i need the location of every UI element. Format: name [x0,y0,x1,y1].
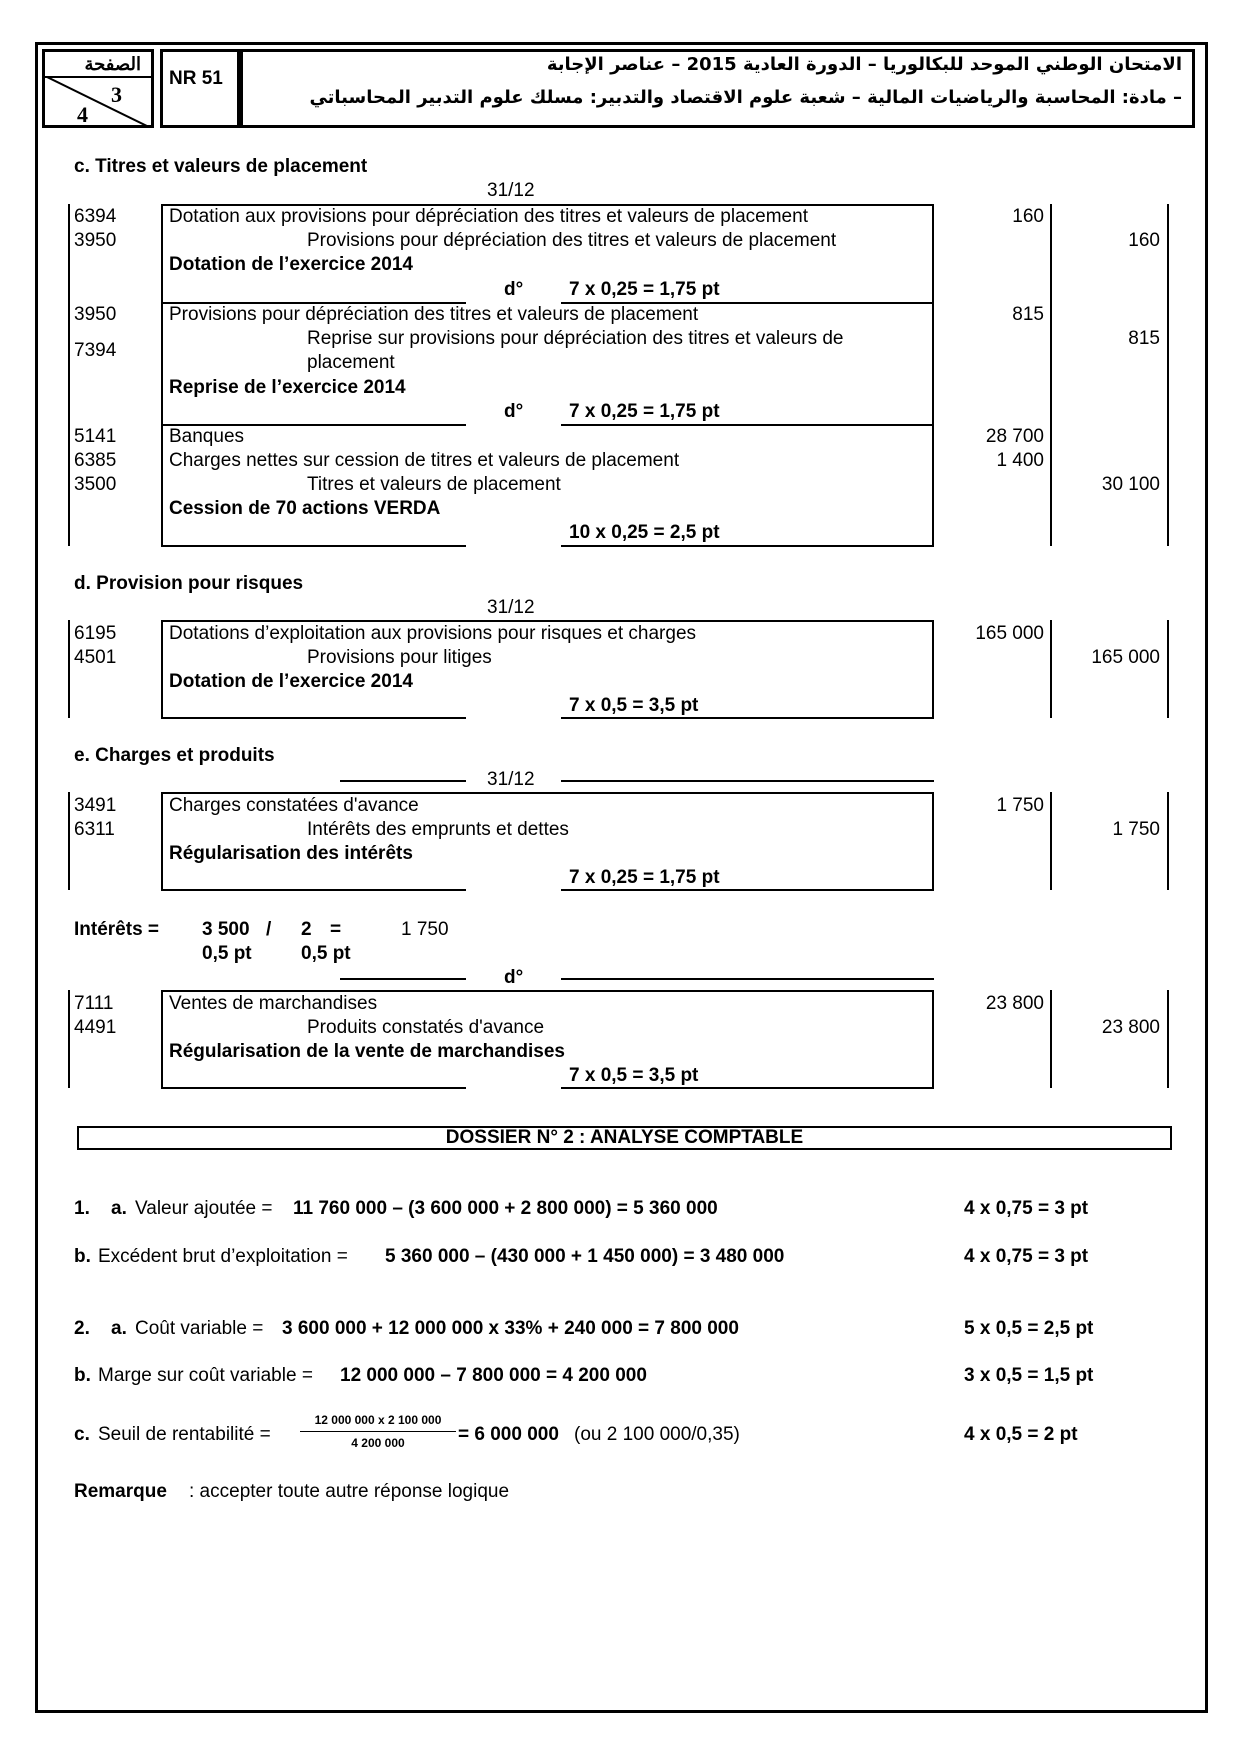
journal-col-divider [932,792,934,890]
date-line [561,780,934,782]
date-line [340,780,466,782]
question-number: 2. [74,1318,90,1339]
section-d-title: d. Provision pour risques [74,573,304,594]
debit-amount: 160 [1012,206,1044,227]
journal-right-border [1167,620,1169,718]
question-sub: b. [74,1365,91,1386]
account-number: 3950 [74,230,117,251]
account-label: Reprise sur provisions pour dépréciation des titres et valeurs de [307,328,844,349]
credit-amount: 160 [1128,230,1160,251]
question-formula: 12 000 000 – 7 800 000 = 4 200 000 [340,1365,647,1386]
exam-title-line2: – مادة: المحاسبة والرياضيات المالية – شعبة علوم الاقتصاد والتدبير: مسلك علوم التدبير المحاسباتي [309,87,1182,108]
debit-amount: 815 [1012,304,1044,325]
question-alternative: (ou 2 100 000/0,35) [574,1424,740,1445]
account-number: 4501 [74,647,117,668]
entry-score: 7 x 0,5 = 3,5 pt [569,1065,699,1086]
separator-line [161,889,466,891]
question-label: Excédent brut d’exploitation = [98,1246,348,1267]
credit-amount: 165 000 [1091,647,1160,668]
exam-title-line1: الامتحان الوطني الموحد للبكالوريا – الدورة العادية 2015 – عناصر الإجابة [546,54,1182,75]
entry-description: Cession de 70 actions VERDA [169,498,441,519]
journal-col-divider [161,204,163,546]
date-line [340,978,466,980]
journal-col-divider [1050,792,1052,890]
question-label: Coût variable = [135,1318,264,1339]
dossier-2-title: DOSSIER N° 2 : ANALYSE COMPTABLE [77,1126,1172,1150]
account-number: 3491 [74,795,117,816]
journal-col-divider [932,620,934,718]
debit-amount: 28 700 [985,426,1044,447]
entry-separator: d° [504,967,524,988]
question-sub: a. [111,1198,127,1219]
journal-col-divider [161,792,163,890]
question-score: 3 x 0,5 = 1,5 pt [964,1365,1094,1386]
page-total: 4 [77,102,88,127]
separator-line [561,424,934,426]
entry-top-line [161,990,934,992]
date-label: 31/12 [487,180,535,201]
separator-line [161,717,466,719]
page-number-box [42,49,154,128]
account-label: placement [307,352,395,373]
account-number: 5141 [74,426,117,447]
journal-col-divider [161,990,163,1088]
question-label: Valeur ajoutée = [135,1198,273,1219]
section-e-title: e. Charges et produits [74,745,275,766]
account-label: Dotations d’exploitation aux provisions pour risques et charges [169,623,697,644]
interets-score-b: 0,5 pt [301,943,351,964]
entry-score: 7 x 0,25 = 1,75 pt [569,401,720,422]
entry-description: Dotation de l’exercice 2014 [169,254,413,275]
fraction-bar [300,1431,456,1432]
page-current: 3 [111,82,122,107]
question-score: 5 x 0,5 = 2,5 pt [964,1318,1094,1339]
entry-description: Reprise de l’exercice 2014 [169,377,406,398]
account-number: 6311 [74,819,115,840]
separator-line [561,717,934,719]
entry-description: Dotation de l’exercice 2014 [169,671,413,692]
account-label: Banques [169,426,245,447]
entry-separator: d° [504,279,524,300]
interets-result: 1 750 [401,919,449,940]
journal-col-divider [1050,204,1052,546]
entry-description: Régularisation de la vente de marchandises [169,1041,565,1062]
question-score: 4 x 0,75 = 3 pt [964,1246,1089,1267]
debit-amount: 23 800 [985,993,1044,1014]
account-label: Charges constatées d'avance [169,795,419,816]
entry-score: 7 x 0,25 = 1,75 pt [569,867,720,888]
question-formula: 3 600 000 + 12 000 000 x 33% + 240 000 = 7 800 000 [282,1318,739,1339]
debit-amount: 1 400 [996,450,1044,471]
question-score: 4 x 0,5 = 2 pt [964,1424,1078,1445]
account-label: Titres et valeurs de placement [307,474,561,495]
exam-title-box [240,49,1195,128]
entry-score: 7 x 0,5 = 3,5 pt [569,695,699,716]
date-line [561,978,934,980]
question-label: Seuil de rentabilité = [98,1424,271,1445]
page-label: الصفحة [84,54,141,75]
journal-left-border [68,204,70,546]
journal-col-divider [932,990,934,1088]
credit-amount: 1 750 [1112,819,1160,840]
separator-line [561,889,934,891]
entry-score: 10 x 0,25 = 2,5 pt [569,522,720,543]
section-c-title: c. Titres et valeurs de placement [74,156,368,177]
question-sub: c. [74,1424,90,1445]
separator-line [561,1087,934,1089]
journal-left-border [68,990,70,1088]
credit-amount: 23 800 [1101,1017,1160,1038]
journal-left-border [68,792,70,890]
credit-amount: 815 [1128,328,1160,349]
question-score: 4 x 0,75 = 3 pt [964,1198,1089,1219]
account-label: Produits constatés d'avance [307,1017,545,1038]
interets-score-a: 0,5 pt [202,943,252,964]
account-number: 7394 [74,340,117,361]
entry-description: Régularisation des intérêts [169,843,413,864]
question-result: = 6 000 000 [458,1424,559,1445]
debit-amount: 1 750 [996,795,1044,816]
account-label: Charges nettes sur cession de titres et valeurs de placement [169,450,680,471]
entry-score: 7 x 0,25 = 1,75 pt [569,279,720,300]
question-formula: 11 760 000 – (3 600 000 + 2 800 000) = 5 360 000 [293,1198,718,1219]
fraction-denominator: 4 200 000 [351,1436,405,1450]
account-number: 6195 [74,623,117,644]
account-label: Ventes de marchandises [169,993,378,1014]
journal-col-divider [932,204,934,546]
interets-value-a: 3 500 [202,919,250,940]
question-sub: a. [111,1318,127,1339]
debit-amount: 165 000 [975,623,1044,644]
question-sub: b. [74,1246,91,1267]
interets-value-b: 2 [301,919,312,940]
journal-col-divider [1050,620,1052,718]
fraction-numerator: 12 000 000 x 2 100 000 [314,1413,442,1427]
page-divider-diagonal [45,76,151,128]
question-label: Marge sur coût variable = [98,1365,313,1386]
remark-label: Remarque [74,1481,167,1502]
date-label: 31/12 [487,597,535,618]
account-number: 7111 [74,993,114,1014]
date-label: 31/12 [487,769,535,790]
account-label: Provisions pour litiges [307,647,492,668]
account-number: 6385 [74,450,117,471]
journal-col-divider [161,620,163,718]
journal-col-divider [1050,990,1052,1088]
remark-text: : accepter toute autre réponse logique [189,1481,510,1502]
entry-separator: d° [504,401,524,422]
entry-top-line [161,792,934,794]
account-number: 4491 [74,1017,117,1038]
separator-line [161,545,466,547]
journal-right-border [1167,204,1169,546]
account-label: Dotation aux provisions pour dépréciation des titres et valeurs de placement [169,206,808,227]
entry-top-line [161,620,934,622]
account-number: 6394 [74,206,117,227]
separator-line [161,1087,466,1089]
separator-line [561,545,934,547]
interets-label: Intérêts = [74,919,160,940]
interets-operator: / [266,919,272,940]
journal-right-border [1167,990,1169,1088]
account-number: 3950 [74,304,117,325]
exam-code: NR 51 [160,49,240,128]
account-number: 3500 [74,474,117,495]
account-label: Provisions pour dépréciation des titres et valeurs de placement [307,230,837,251]
account-label: Provisions pour dépréciation des titres et valeurs de placement [169,304,699,325]
question-formula: 5 360 000 – (430 000 + 1 450 000) = 3 480 000 [385,1246,785,1267]
account-label: Intérêts des emprunts et dettes [307,819,569,840]
journal-left-border [68,620,70,718]
interets-equals: = [330,919,342,940]
credit-amount: 30 100 [1101,474,1160,495]
question-number: 1. [74,1198,90,1219]
journal-right-border [1167,792,1169,890]
